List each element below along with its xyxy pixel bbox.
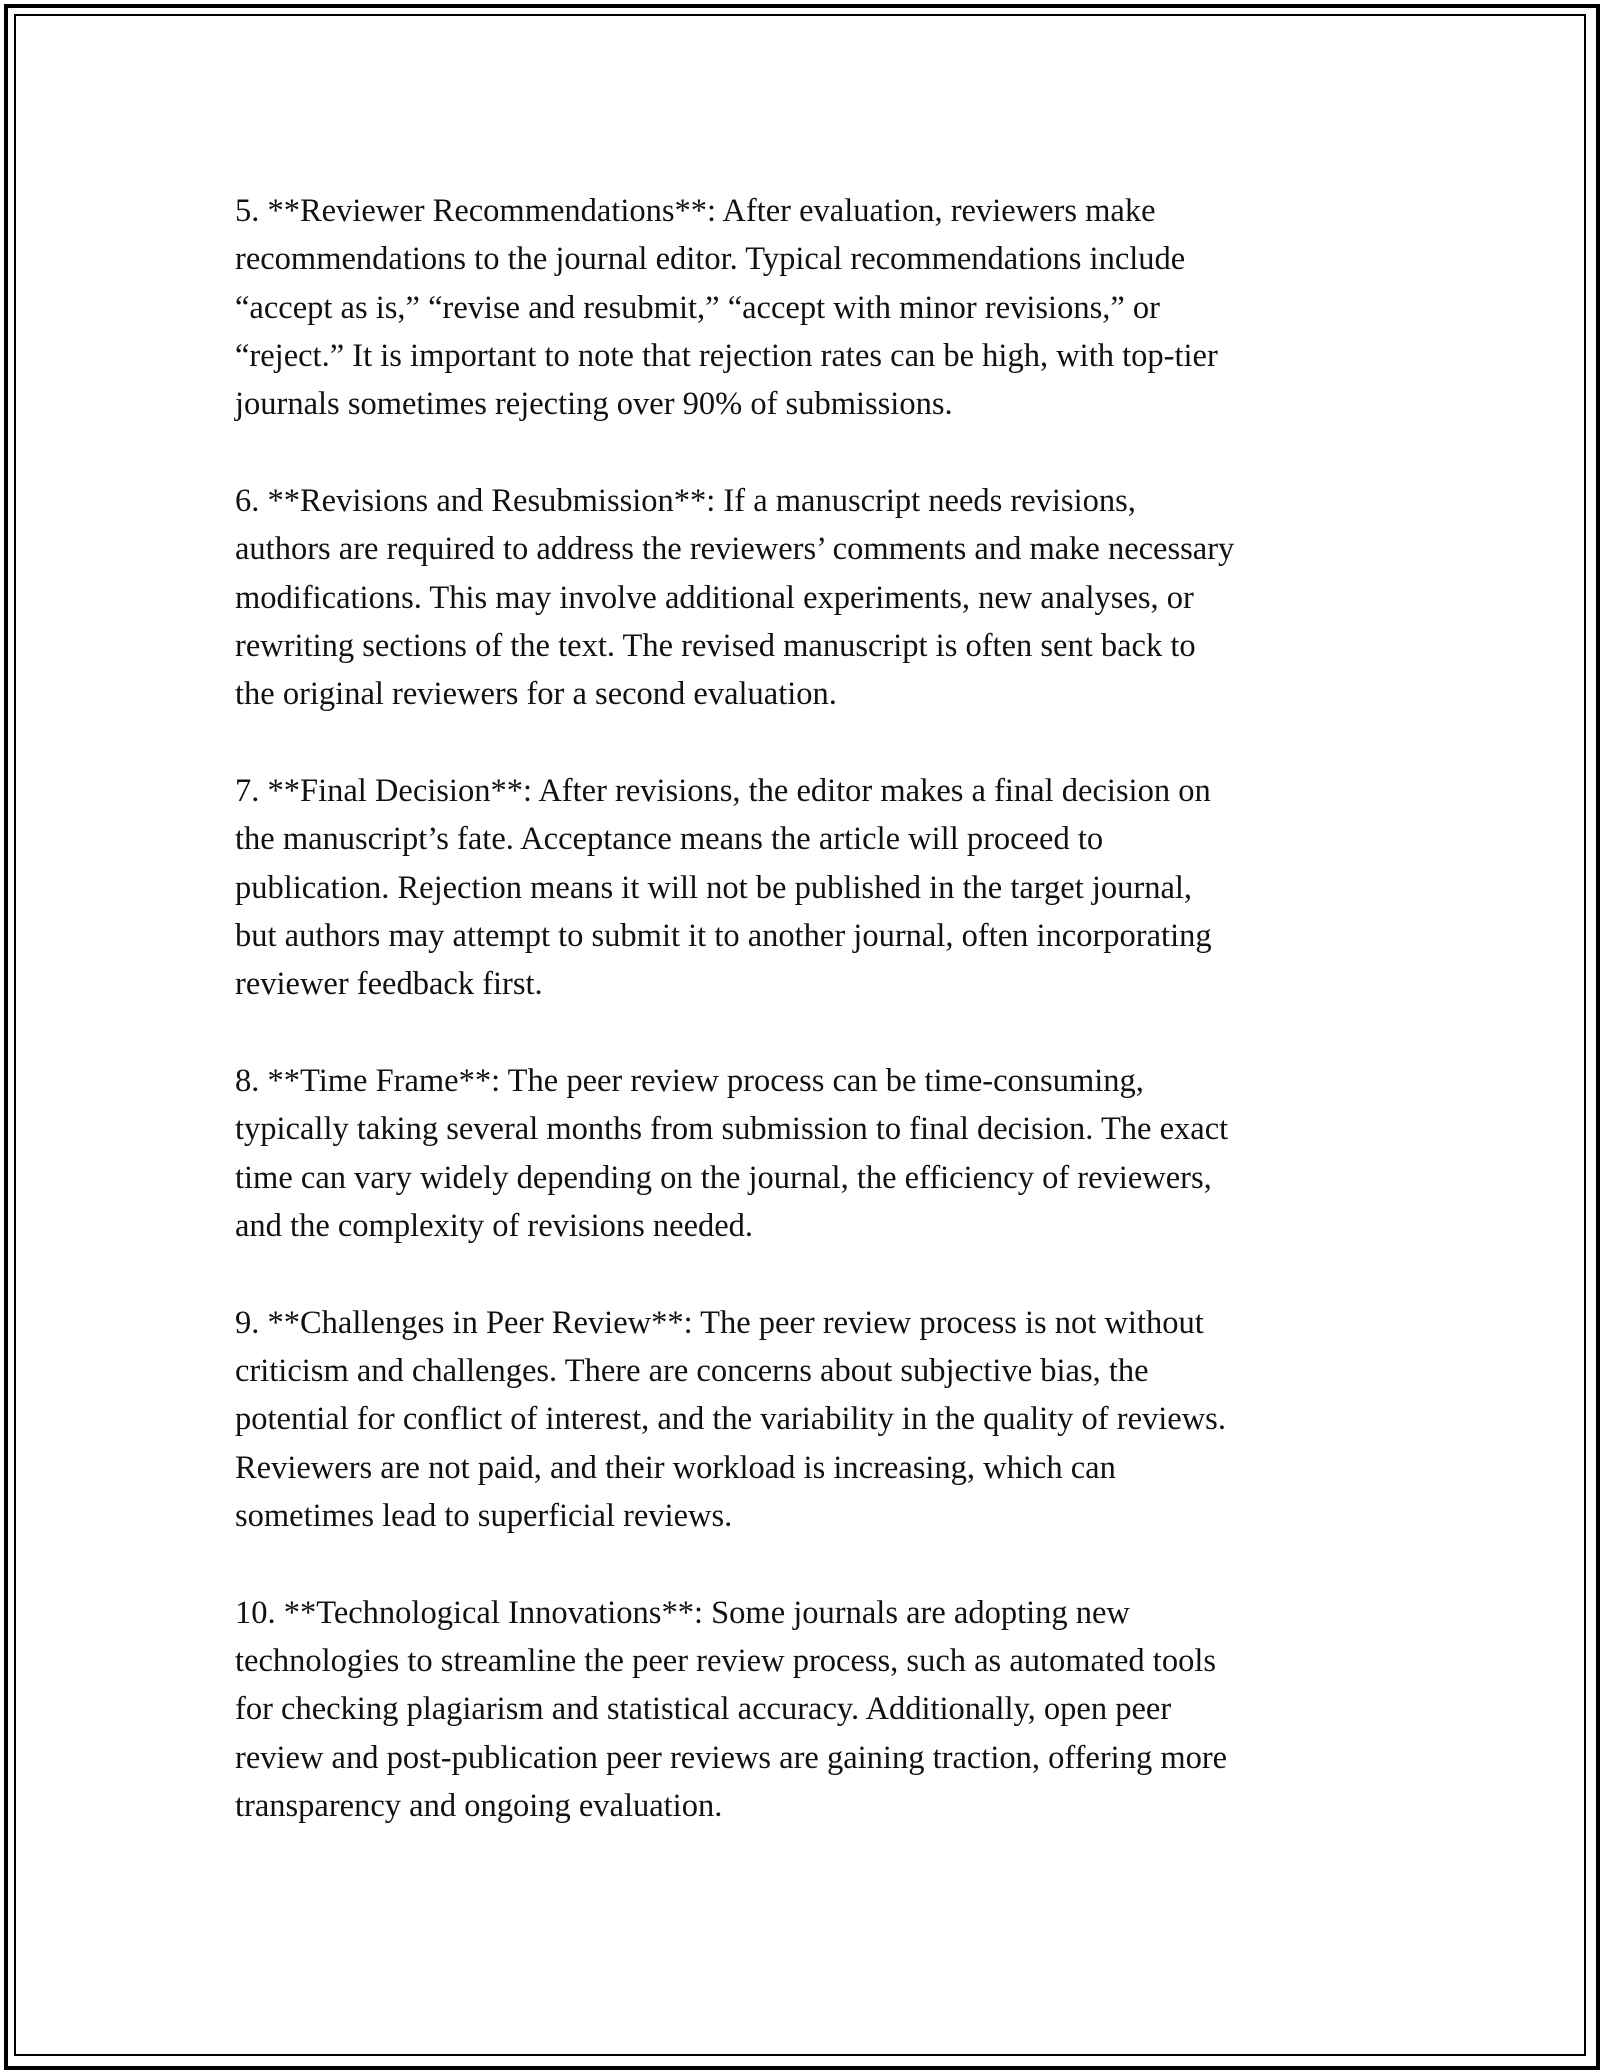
text-line: “accept as is,” “revise and resubmit,” “accept with minor revisions,” or xyxy=(235,289,1160,326)
text-line: authors are required to address the reviewers’ comments and make necessary xyxy=(235,531,1235,568)
text-line: the manuscript’s fate. Acceptance means the article will proceed to xyxy=(235,821,1104,858)
text-line: technologies to streamline the peer review process, such as automated tools xyxy=(235,1642,1217,1679)
paragraph-reviewer-recommendations xyxy=(235,187,1385,428)
paragraph-final-decision xyxy=(235,767,1385,1008)
text-line: for checking plagiarism and statistical accuracy. Additionally, open peer xyxy=(235,1691,1172,1728)
document-body xyxy=(235,187,1385,1879)
text-line: Reviewers are not paid, and their workload is increasing, which can xyxy=(235,1449,1116,1486)
text-line: journals sometimes rejecting over 90% of submissions. xyxy=(235,386,953,423)
text-line: rewriting sections of the text. The revised manuscript is often sent back to xyxy=(235,627,1196,664)
paragraph-technological-innovations xyxy=(235,1589,1385,1830)
paragraph-revisions-resubmission xyxy=(235,477,1385,718)
text-line: but authors may attempt to submit it to another journal, often incorporating xyxy=(235,917,1212,954)
text-line: the original reviewers for a second evaluation. xyxy=(235,676,837,713)
text-line: time can vary widely depending on the journal, the efficiency of reviewers, xyxy=(235,1159,1212,1196)
text-line: 7. **Final Decision**: After revisions, the editor makes a final decision on xyxy=(235,772,1211,809)
text-line: typically taking several months from submission to final decision. The exact xyxy=(235,1111,1229,1148)
text-line: and the complexity of revisions needed. xyxy=(235,1207,754,1244)
text-line: review and post-publication peer reviews are gaining traction, offering more xyxy=(235,1739,1228,1776)
text-line: criticism and challenges. There are concerns about subjective bias, the xyxy=(235,1352,1149,1389)
paragraph-time-frame xyxy=(235,1057,1385,1250)
text-line: transparency and ongoing evaluation. xyxy=(235,1787,723,1824)
text-line: reviewer feedback first. xyxy=(235,966,543,1003)
text-line: 8. **Time Frame**: The peer review process can be time-consuming, xyxy=(235,1062,1144,1099)
paragraph-challenges xyxy=(235,1299,1385,1540)
text-line: “reject.” It is important to note that rejection rates can be high, with top-tier xyxy=(235,337,1218,374)
text-line: publication. Rejection means it will not be published in the target journal, xyxy=(235,869,1193,906)
text-line: recommendations to the journal editor. Typical recommendations include xyxy=(235,241,1186,278)
text-line: 9. **Challenges in Peer Review**: The peer review process is not without xyxy=(235,1304,1204,1341)
text-line: modifications. This may involve additional experiments, new analyses, or xyxy=(235,579,1194,616)
text-line: 6. **Revisions and Resubmission**: If a manuscript needs revisions, xyxy=(235,482,1136,519)
text-line: 5. **Reviewer Recommendations**: After evaluation, reviewers make xyxy=(235,193,1156,229)
text-line: sometimes lead to superficial reviews. xyxy=(235,1497,733,1534)
text-line: potential for conflict of interest, and the variability in the quality of reviews. xyxy=(235,1401,1226,1438)
text-line: 10. **Technological Innovations**: Some journals are adopting new xyxy=(235,1594,1130,1631)
